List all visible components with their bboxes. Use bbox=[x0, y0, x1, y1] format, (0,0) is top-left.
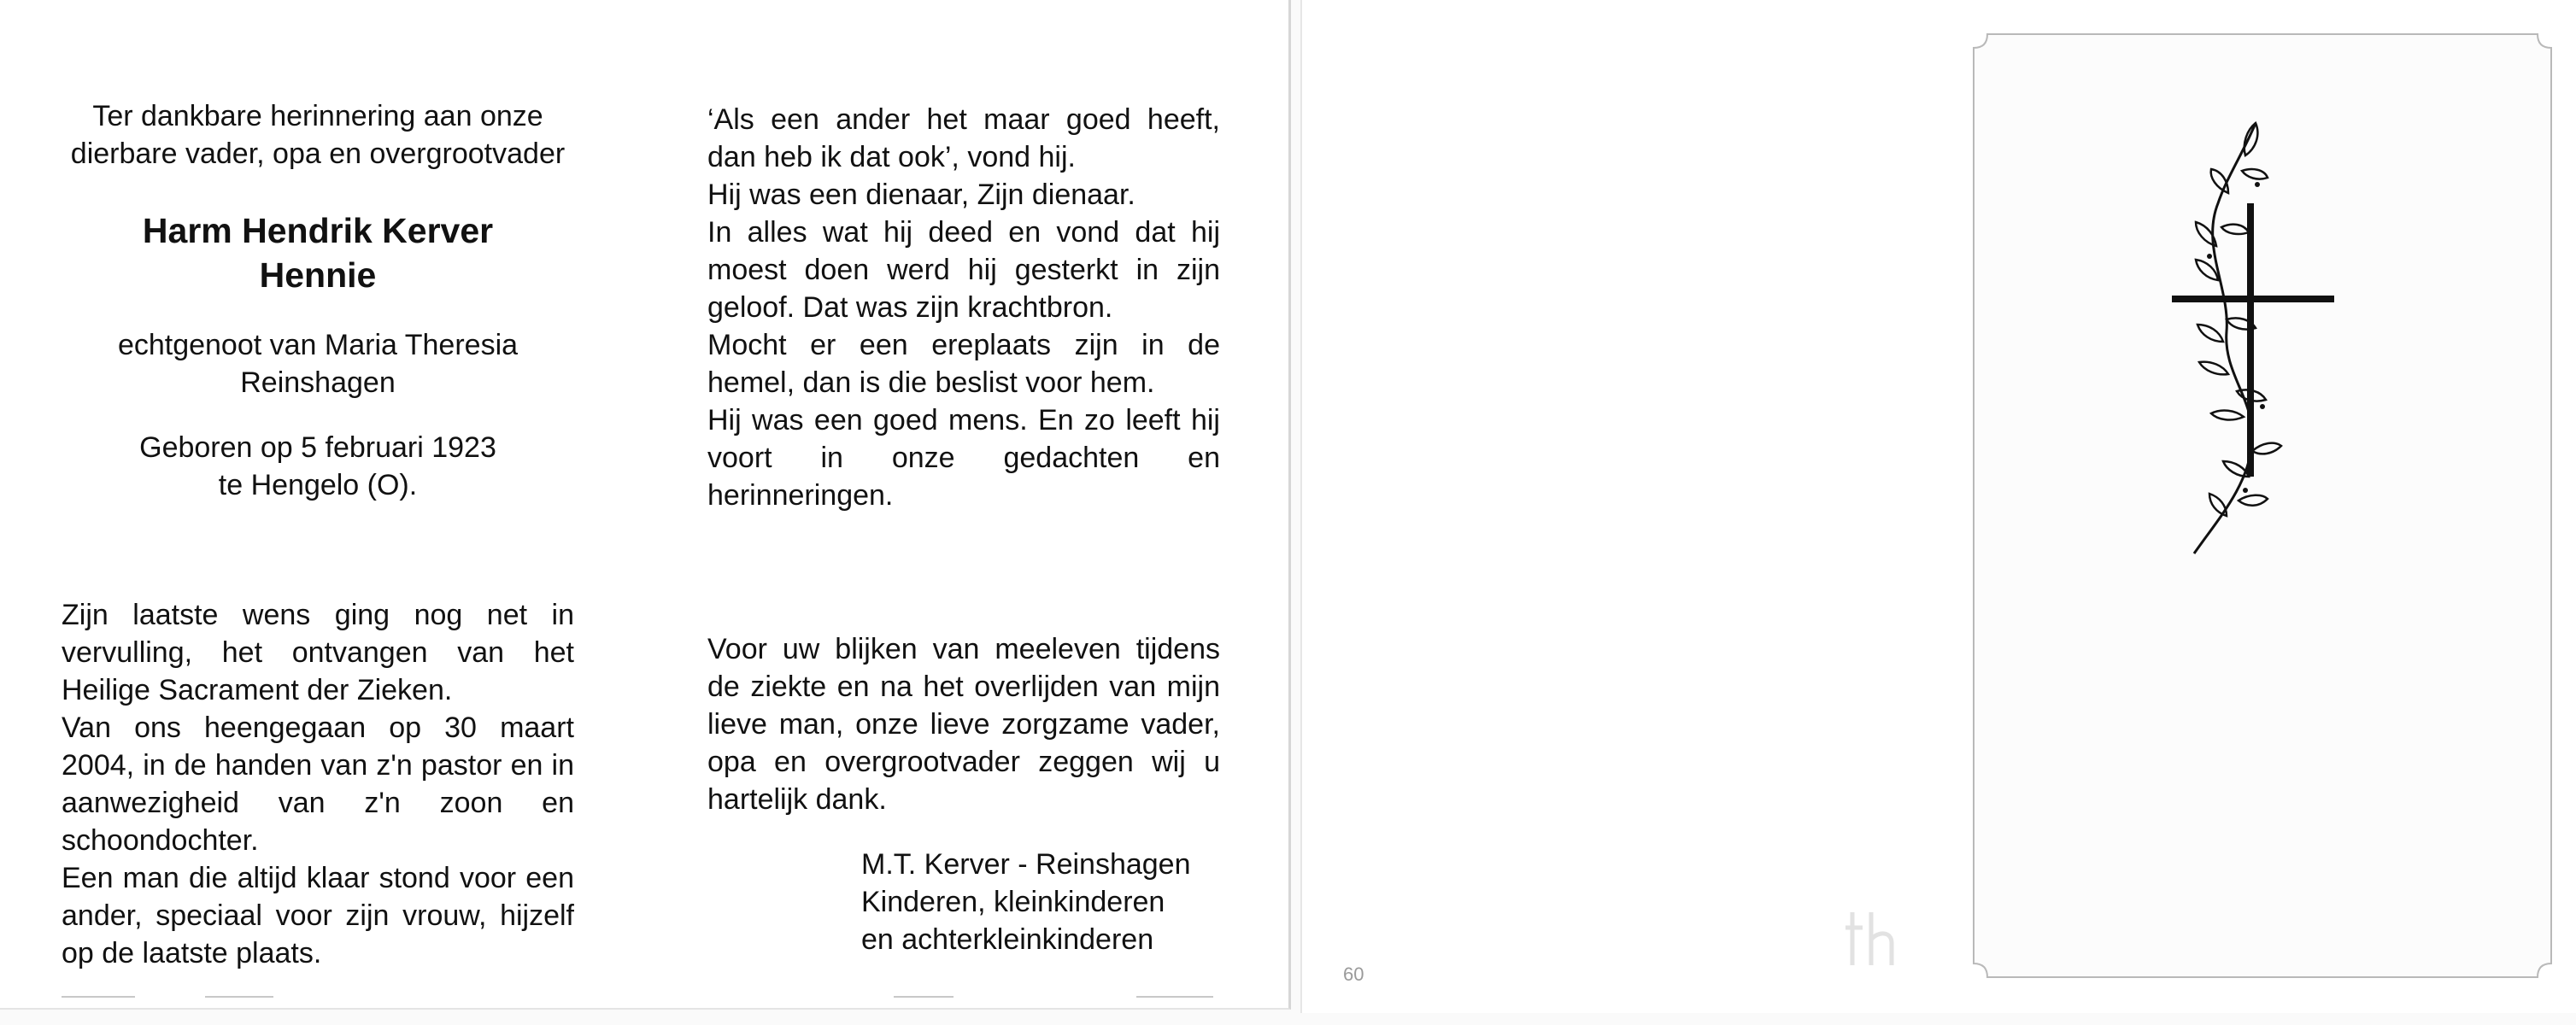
tribute-heaven: Mocht er een ereplaats zijn in de hemel, dan is die beslist voor hem. bbox=[707, 329, 1220, 399]
tribute-paragraphs bbox=[707, 101, 1220, 514]
thanks-text: Voor uw blijken van meeleven tijdens de ziekte en na het overlijden van mijn lieve man, onze lieve zorgzame vader, opa en overgrootvader zeggen wij u hartelijk dank. bbox=[707, 633, 1220, 816]
maker-mark-logo bbox=[1844, 905, 1898, 979]
birth-line-2: te Hengelo (O). bbox=[218, 469, 418, 501]
trim-mark-center-left bbox=[205, 996, 273, 998]
signature-line-3: en achterkleinkinderen bbox=[861, 923, 1154, 956]
full-name: Harm Hendrik Kerver bbox=[142, 211, 494, 250]
paragraph-last-wish: Zijn laatste wens ging nog net in vervulling, het ontvangen van het Heilige Sacrament der Zieken. bbox=[62, 599, 574, 706]
intro-line-2: dierbare vader, opa en overgrootvader bbox=[70, 138, 566, 170]
inner-card bbox=[0, 0, 1291, 1010]
nickname: Hennie bbox=[259, 255, 377, 295]
tribute-good-man: Hij was een goed mens. En zo leeft hij voort in onze gedachten en herinneringen. bbox=[707, 404, 1220, 512]
birth-text bbox=[62, 429, 574, 504]
signature-line-2: Kinderen, kleinkinderen bbox=[861, 886, 1165, 918]
right-column bbox=[707, 101, 1220, 958]
spouse-line-2: Reinshagen bbox=[240, 366, 396, 399]
trim-mark-left bbox=[62, 996, 135, 998]
paragraph-character: Een man die altijd klaar stond voor een ander, speciaal voor zijn vrouw, hijzelf op de laatste plaats. bbox=[62, 862, 574, 969]
spouse-text bbox=[62, 326, 574, 401]
deceased-name bbox=[62, 208, 574, 297]
tribute-quote: ‘Als een ander het maar goed heeft, dan heb ik dat ook’, vond hij. bbox=[707, 103, 1220, 173]
intro-text bbox=[62, 97, 574, 173]
signature bbox=[861, 846, 1220, 958]
spouse-line-1: echtgenoot van Maria Theresia bbox=[117, 329, 519, 361]
tribute-faith: In alles wat hij deed en vond dat hij moest doen werd hij gesterkt in zijn geloof. Dat was zijn krachtbron. bbox=[707, 216, 1220, 324]
trim-mark-right bbox=[1136, 996, 1213, 998]
intro-line-1: Ter dankbare herinnering aan onze bbox=[92, 100, 543, 132]
card-number: 60 bbox=[1343, 964, 1364, 985]
tribute-servant: Hij was een dienaar, Zijn dienaar. bbox=[707, 179, 1135, 211]
life-paragraphs bbox=[62, 596, 574, 972]
paragraph-passing: Van ons heengegaan op 30 maart 2004, in de handen van z'n pastor en in aanwezigheid van z'n zoon en schoondochter. bbox=[62, 712, 574, 857]
birth-line-1: Geboren op 5 februari 1923 bbox=[139, 431, 496, 464]
left-column bbox=[62, 97, 574, 972]
trim-mark-center-right bbox=[894, 996, 954, 998]
signature-line-1: M.T. Kerver - Reinshagen bbox=[861, 848, 1191, 881]
cross-with-olive-branch-icon bbox=[2167, 118, 2351, 572]
